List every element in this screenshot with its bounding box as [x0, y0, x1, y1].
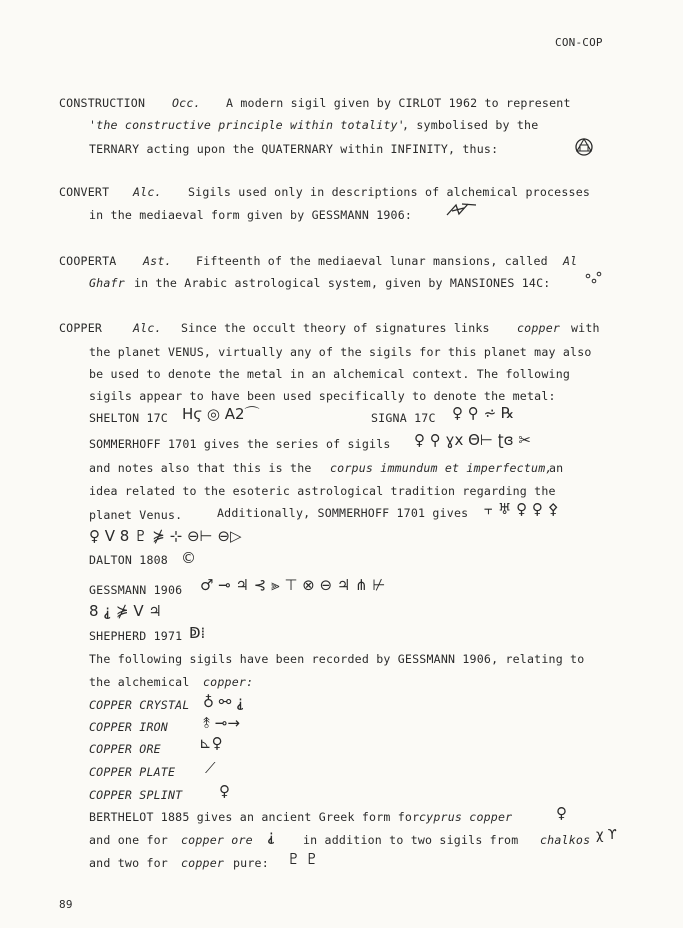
source-shelton: SHELTON 17C [89, 411, 168, 425]
source-dalton: DALTON 1808 [89, 553, 168, 567]
entry-text-italic: copper [517, 321, 561, 335]
entry-text: , symbolised by the [402, 118, 539, 132]
entry-text: in addition to two sigils from [303, 833, 519, 847]
entry-text-italic: Ghafr [89, 276, 125, 290]
entry-text: and two for [89, 856, 168, 870]
copper-ore-sigil-icon: ⊾♀ [199, 734, 223, 752]
entry-text: A modern sigil given by CIRLOT 1962 to represent [226, 96, 571, 110]
sub-copper-crystal: COPPER CRYSTAL [89, 698, 190, 712]
entry-text: sigils appear to have been used specifically to denote the metal: [89, 389, 556, 403]
entry-head: CONVERT [59, 185, 110, 199]
entry-text-italic: chalkos [540, 833, 591, 847]
entry-text-italic: cyprus copper [419, 810, 513, 824]
source-sommerhoff: SOMMERHOFF 1701 gives the series of sigils [89, 437, 391, 451]
shepherd-sigil-icon: ↁ⁞ [189, 624, 206, 642]
entry-text-italic: Al [563, 254, 578, 268]
entry-tag: Alc. [133, 185, 162, 199]
entry-text: Additionally, SOMMERHOFF 1701 gives [217, 506, 469, 520]
entry-text: and notes also that this is the [89, 461, 312, 475]
source-gessmann: GESSMANN 1906 [89, 583, 183, 597]
entry-tag: Occ. [172, 96, 201, 110]
entry-text: an [549, 461, 564, 475]
dalton-sigil-icon: © [181, 549, 196, 567]
entry-text: in the mediaeval form given by GESSMANN 1906: [89, 208, 413, 222]
construction-sigil-icon [572, 136, 596, 158]
sub-copper-splint: COPPER SPLINT [89, 788, 183, 802]
entry-text: idea related to the esoteric astrological tradition regarding the [89, 484, 556, 498]
entry-text: Sigils used only in descriptions of alchemical processes [188, 185, 591, 199]
entry-head: COPPER [59, 321, 103, 335]
convert-sigil-icon [444, 200, 480, 220]
copper-splint-sigil-icon: ♀ [219, 782, 230, 800]
entry-text: and one for [89, 833, 168, 847]
copper-iron-sigils-icon: ⥉ ⊸→ [203, 714, 240, 732]
entry-text: the planet VENUS, virtually any of the sigils for this planet may also [89, 345, 592, 359]
entry-text: with [571, 321, 600, 335]
entry-quote: 'the constructive principle within totality' [89, 118, 405, 132]
entry-text: BERTHELOT 1885 gives an ancient Greek form for [89, 810, 420, 824]
sommerhoff-sigils-icon: ♀ ⚲ ɣx Θ⊢ ʈɞ ✂ [414, 431, 531, 449]
entry-text: pure: [233, 856, 269, 870]
entry-text-italic: copper [181, 856, 225, 870]
entry-text-italic: copper ore [181, 833, 253, 847]
cyprus-copper-sigil-icon: ♀ [556, 804, 567, 822]
source-signa: SIGNA 17C [371, 411, 436, 425]
entry-text: planet Venus. [89, 508, 183, 522]
copper-plate-sigil-icon: ⟋ [205, 759, 216, 777]
running-head: CON-COP [555, 36, 603, 49]
entry-text-italic: copper: [203, 675, 254, 689]
sub-copper-iron: COPPER IRON [89, 720, 168, 734]
chalkos-sigils-icon: χ ϒ [596, 828, 617, 843]
copper-ore-greek-sigil-icon: ⸘ [267, 827, 275, 845]
signa-sigils-icon: ♀ ⚲ ⩫ ℞ [452, 404, 515, 422]
entry-tag: Alc. [133, 321, 162, 335]
gessmann-sigils-icon: ♂ ⊸ ♃ ⊰ ⫸ ⊤ ⊗ ⊖ ♃ ⋔ ⊬ [200, 576, 386, 594]
source-shepherd: SHEPHERD 1971 [89, 629, 183, 643]
entry-text: be used to denote the metal in an alchemical context. The following [89, 367, 571, 381]
entry-text-italic: corpus immundum et imperfectum, [330, 461, 553, 475]
sub-copper-plate: COPPER PLATE [89, 765, 176, 779]
shelton-sigils-icon: Ηϛ ◎ Α2⌒ [182, 405, 260, 423]
copper-pure-sigils-icon: ♇ ♇ [287, 850, 319, 868]
entry-text: TERNARY acting upon the QUATERNARY within INFINITY, thus: [89, 142, 499, 156]
entry-text: Since the occult theory of signatures links [181, 321, 490, 335]
page-number: 89 [59, 898, 73, 911]
sub-copper-ore: COPPER ORE [89, 742, 161, 756]
entry-text: in the Arabic astrological system, given by MANSIONES 14C: [134, 276, 551, 290]
entry-text: Fifteenth of the mediaeval lunar mansions, called [196, 254, 548, 268]
entry-tag: Ast. [143, 254, 172, 268]
copper-crystal-sigils-icon: ♁ ⚯ ⸘ [203, 693, 245, 711]
sommerhoff-additional-sigils-icon: ⫟ ♅ ♀ ♀ ⚴ [484, 500, 559, 518]
cooperta-dots-icon [584, 270, 604, 286]
sommerhoff-additional2-sigils-icon: ♀ V 8 ♇ ⋡ ⊹ ⊖⊢ ⊖▷ [89, 527, 242, 545]
entry-head: COOPERTA [59, 254, 117, 268]
entry-text: the alchemical [89, 675, 190, 689]
entry-text: The following sigils have been recorded by GESSMANN 1906, relating to [89, 652, 585, 666]
entry-head: CONSTRUCTION [59, 96, 146, 110]
gessmann-sigils2-icon: 8 ⸘ ⋡ V ♃ [89, 602, 162, 620]
